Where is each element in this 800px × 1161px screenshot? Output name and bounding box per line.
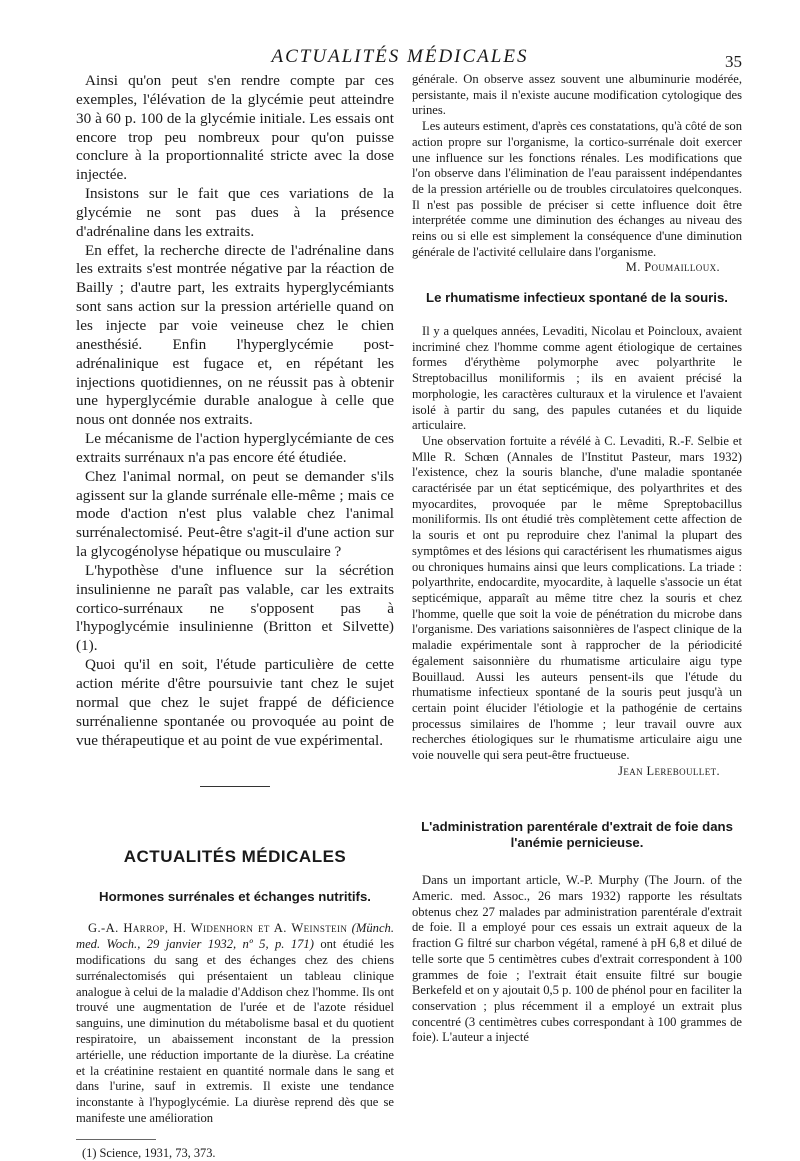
article-text: ont étudié les modifications du sang et des échanges chez des chiens surrénalectomisés qui présentaient un tableau clinique analogue à celui de la maladie d'Addison chez l'homme. Ils ont trouvé une augmentation de l'urée et de l'azote résiduel sanguins, une diminution du métabolisme basal et du quotient respiratoire, un abaissement inconstant de la pression artérielle, une réduction importante de la diurèse. La créatine et la créatinine restaient en quantité normale dans le sang et dans l'urine, sauf in extremis. Il existe une tendance inconstante à l'hypoglycémie. La diurèse reprend dès que se manifeste une amélioration	[76, 937, 394, 1125]
article-body	[76, 921, 394, 1126]
paragraph: En effet, la recherche directe de l'adrénaline dans les extraits s'est montrée négative par la réaction de Bailly ; d'autre part, les extraits hyperglycémiants sont sans action sur la pression artérielle quand on les injecte par voie veineuse chez le chien anesthésié. Enfin l'hyperglycémie post-adrénalinique est fugace et, en répétant les injections quotidiennes, on ne réussit pas à obtenir une hyperglycémie durable analogue à celle que nous ont donnée nos extraits.	[76, 241, 394, 429]
right-column	[412, 72, 742, 1046]
paragraph: Chez l'animal normal, on peut se demander s'ils agissent sur la glande surrénale elle-même ; mais ce mode d'action n'est plus valable chez l'animal surrénalectomisé. Peut-être s'agit-il d'une action sur la glycogénolyse hépatique ou musculaire ?	[76, 467, 394, 561]
section-divider	[200, 786, 270, 787]
paragraph: Quoi qu'il en soit, l'étude particulière de cette action mérite d'être poursuivie tant chez le sujet normal que chez le sujet frappé de déficience surrénalienne spontanée ou provoquée au point de vue thérapeutique et au point de vue expérimental.	[76, 656, 394, 749]
paragraph: Insistons sur le fait que ces variations de la glycémie ne sont pas dues à la présence d'adrénaline dans les extraits.	[76, 185, 394, 240]
paragraph: L'hypothèse d'une influence sur la sécrétion insulinienne ne paraît pas valable, car les extraits cortico-surrénaux ne s'opposent pas à l'hypoglycémie insulinienne (Britton et Silvette) (1).	[76, 561, 394, 655]
article-title: Le rhumatisme infectieux spontané de la souris.	[426, 290, 728, 306]
left-column	[76, 72, 394, 1161]
paragraph: Ainsi qu'on peut s'en rendre compte par ces exemples, l'élévation de la glycémie peut atteindre 30 à 60 p. 100 de la glycémie initiale. Les essais ont encore trop peu nombreux pour qu'on puisse conclure à la proportionnalité stricte avec la dose injectée.	[76, 72, 394, 184]
footnote: (1) Science, 1931, 73, 373.	[82, 1145, 216, 1160]
running-title: ACTUALITÉS MÉDICALES	[271, 46, 529, 67]
page-number: 35	[725, 52, 742, 71]
article-citation: (Münch. med. Woch., 29 janvier 1932, nº 5, p. 171)	[76, 921, 394, 952]
article-title: Hormones surrénales et échanges nutritifs.	[99, 889, 371, 905]
signature: Jean Lereboullet.	[618, 763, 720, 778]
paragraph: Il y a quelques années, Levaditi, Nicolau et Poincloux, avaient incriminé chez l'homme comme agent étiologique de certaines formes d'érythème polymorphe avec polyarthrite le Streptobacillus moniliformis ; ils en avaient précisé la morphologie, les caractères culturaux et la virulence et l'avaient isolé à partir du sang, des papules cutanées et du liquide articulaire.	[412, 324, 742, 433]
paragraph: Une observation fortuite a révélé à C. Levaditi, R.-F. Selbie et Mlle R. Schœn (Annales de l'Institut Pasteur, mars 1932) l'existence, chez la souris blanche, d'une maladie spontanée caractérisée par un état septicémique, des polyarthrites et des myocardites, provoquée par le même Spreptobacillus moniliformis. Ils ont étudié très complètement cette affection de la souris et ont pu reproduire chez l'animal la plupart des symptômes et des lésions qui caractérisent les rhumatismes aigus ou chroniques humains ainsi que leurs complications. La triade : polyarthrite, endocardite, myocardite, à laquelle s'associe un état septicémique, apparaît au même titre chez la souris et chez l'homme, quelle que soit la voie de pénétration du microbe dans l'organisme. Des variations saisonnières de l'aspect clinique de la maladie expérimentale sont à rapprocher de la périodicité également saisonnière du rhumatisme articulaire aigu type Bouillaud. Aussi les auteurs pensent-ils que l'étude du rhumatisme infectieux spontané de la souris peut jusqu'à un certain point élucider l'étiologie et la pathogénie de certains processus similaires de l'homme ; leur travail ouvre aux recherches étiologiques sur le rhumatisme articulaire aigu une voie nouvelle qui sera peut-être fructueuse.	[412, 433, 742, 763]
section-title: ACTUALITÉS MÉDICALES	[123, 847, 347, 867]
paragraph: Dans un important article, W.-P. Murphy (The Journ. of the Americ. med. Assoc., 26 mars 1932) rapporte les résultats obtenus chez 27 malades par administration parentérale d'extrait de foie. Il a employé pour ces essais un extrait aqueux de la fraction G filtré sur charbon végétal, ramené à pH 6,8 et dilué de telle sorte que 5 centimètres cubes d'extrait correspondent à 100 grammes de foie ; l'extrait était ensuite filtré sur bougie Berkefeld et on y ajoutait 0,5 p. 100 de phénol pour en faciliter la conservation ; plus récemment il a employé un extrait plus concentré (3 centimètres cubes correspondant à 100 grammes de foie). L'auteur a injecté	[412, 873, 742, 1045]
signature: M. Poumailloux.	[625, 260, 720, 275]
paragraph: Les auteurs estiment, d'après ces constatations, qu'à côté de son action propre sur l'organisme, la cortico-surrénale doit exercer une influence sur les fonctions rénales. Les modifications que l'on observe dans l'élimination de l'eau paraissent indépendantes de la pression artérielle ou de troubles circulatoires quelconques. Il n'est pas possible de préciser si cette influence doit être interprétée comme une diminution des échanges au niveau des reins ou si elle est simplement la conséquence d'une diminution générale de l'activité cellulaire dans l'organisme.	[412, 119, 742, 259]
paragraph: Le mécanisme de l'action hyperglycémiante de ces extraits surrénaux n'a pas encore été étudiée.	[76, 430, 394, 466]
paragraph: générale. On observe assez souvent une albuminurie modérée, persistante, mais il n'existe aucune modification cytologique des urines.	[412, 72, 742, 118]
article-authors: G.-A. Harrop, H. Widenhorn et A. Weinstein	[88, 921, 348, 936]
footnote-separator	[76, 1139, 156, 1140]
article-title: L'administration parentérale d'extrait de foie dans l'anémie pernicieuse.	[421, 819, 733, 851]
